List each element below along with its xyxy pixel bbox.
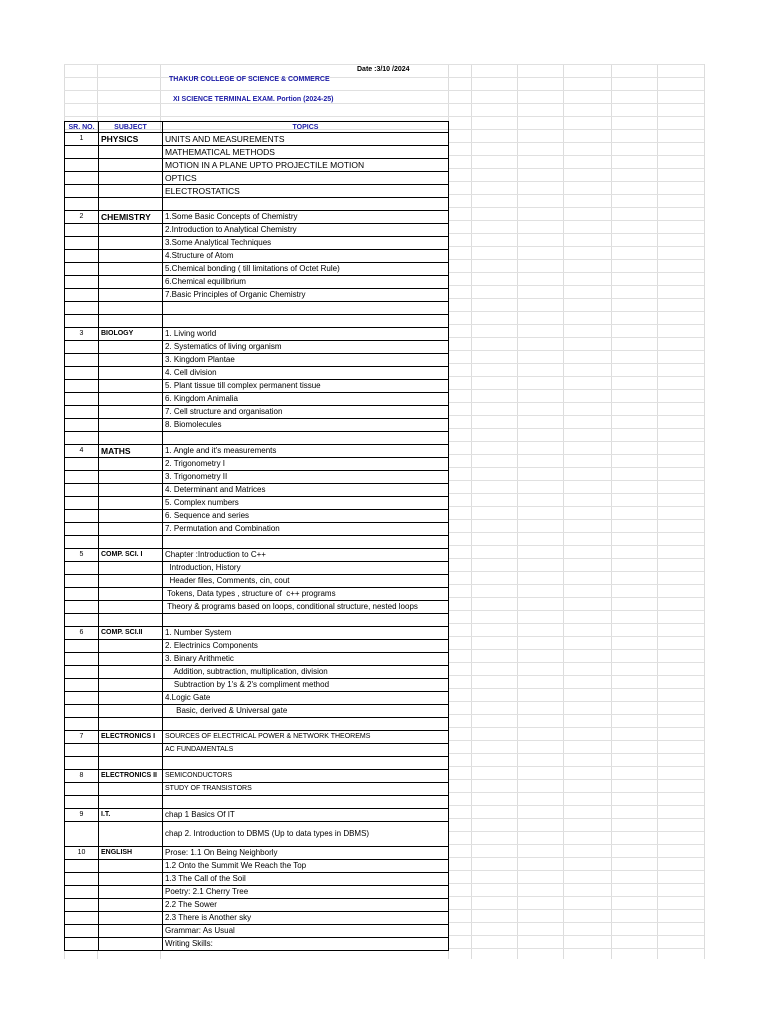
topic-cell: 8. Biomolecules [163,419,449,432]
topic-cell: 5. Plant tissue till complex permanent tissue [163,380,449,393]
table-row [65,640,449,653]
table-row [65,393,449,406]
table-row [65,705,449,718]
subject-cell: ELECTRONICS I [99,731,163,744]
sr-no-cell [65,406,99,419]
table-row [65,367,449,380]
sr-no-cell [65,471,99,484]
subject-cell [99,653,163,666]
subject-cell: CHEMISTRY [99,211,163,224]
subject-cell: ELECTRONICS II [99,770,163,783]
subject-cell [99,341,163,354]
table-row [65,666,449,679]
topic-cell: 3. Trigonometry II [163,471,449,484]
topic-cell: 4. Cell division [163,367,449,380]
subject-cell [99,276,163,289]
sr-no-cell [65,146,99,159]
subject-cell [99,873,163,886]
subject-cell [99,925,163,938]
subject-cell: PHYSICS [99,133,163,146]
table-row [65,847,449,860]
table-row [65,224,449,237]
subject-cell: MATHS [99,445,163,458]
subject-cell: ENGLISH [99,847,163,860]
table-row [65,432,449,445]
table-row [65,912,449,925]
table-row [65,692,449,705]
sr-no-cell [65,497,99,510]
grid-row-line [64,90,704,91]
topic-cell [163,718,449,731]
subject-cell: BIOLOGY [99,328,163,341]
grid-row-line [64,116,704,117]
topic-cell [163,432,449,445]
portion-table [64,121,449,951]
subject-cell [99,380,163,393]
sr-no-cell [65,938,99,951]
table-row [65,354,449,367]
table-row [65,133,449,146]
table-row [65,211,449,224]
sr-no-cell [65,822,99,847]
sr-no-cell [65,484,99,497]
sr-no-cell [65,224,99,237]
subject-cell [99,458,163,471]
subject-cell [99,938,163,951]
subject-cell [99,302,163,315]
subject-cell: COMP. SCI.II [99,627,163,640]
subject-cell [99,354,163,367]
topic-cell [163,796,449,809]
sr-no-cell: 1 [65,133,99,146]
sr-no-cell [65,640,99,653]
topic-cell: 7. Cell structure and organisation [163,406,449,419]
table-row [65,536,449,549]
table-row [65,783,449,796]
topic-cell: 2.3 There is Another sky [163,912,449,925]
sr-no-cell [65,523,99,536]
topic-cell: SEMICONDUCTORS [163,770,449,783]
table-row [65,471,449,484]
sr-no-cell [65,393,99,406]
sr-no-cell [65,198,99,211]
topic-cell: 2.2 The Sower [163,899,449,912]
sr-no-cell: 9 [65,809,99,822]
subject-cell: COMP. SCI. I [99,549,163,562]
col-sr-header: SR. NO. [65,122,99,133]
table-row [65,886,449,899]
topic-cell: 7.Basic Principles of Organic Chemistry [163,289,449,302]
date-label: Date :3/10 /2024 [357,66,410,73]
sr-no-cell [65,757,99,770]
table-row [65,198,449,211]
topic-cell: 2.Introduction to Analytical Chemistry [163,224,449,237]
table-row [65,938,449,951]
table-row [65,562,449,575]
table-row [65,925,449,938]
topic-cell [163,757,449,770]
topic-cell: chap 1 Basics Of IT [163,809,449,822]
table-row [65,146,449,159]
topic-cell: 2. Systematics of living organism [163,341,449,354]
sr-no-cell: 2 [65,211,99,224]
table-row [65,614,449,627]
topic-cell: Poetry: 2.1 Cherry Tree [163,886,449,899]
table-row [65,549,449,562]
topic-cell [163,536,449,549]
subject-cell [99,575,163,588]
subject-cell [99,822,163,847]
topic-cell: 6. Kingdom Animalia [163,393,449,406]
sr-no-cell: 6 [65,627,99,640]
topic-cell: chap 2. Introduction to DBMS (Up to data types in DBMS) [163,822,449,847]
table-row [65,419,449,432]
topic-cell: MOTION IN A PLANE UPTO PROJECTILE MOTION [163,159,449,172]
table-row [65,185,449,198]
topic-cell: Grammar: As Usual [163,925,449,938]
table-row [65,497,449,510]
table-row [65,601,449,614]
sr-no-cell [65,536,99,549]
sr-no-cell [65,380,99,393]
topic-cell: MATHEMATICAL METHODS [163,146,449,159]
topic-cell: Header files, Comments, cin, cout [163,575,449,588]
table-row [65,796,449,809]
topic-cell: 3. Binary Arithmetic [163,653,449,666]
subject-cell [99,471,163,484]
topic-cell: Subtraction by 1's & 2's compliment method [163,679,449,692]
table-row [65,575,449,588]
table-row [65,873,449,886]
grid-column-line [471,64,472,959]
subject-cell [99,159,163,172]
subject-cell [99,886,163,899]
grid-column-line [563,64,564,959]
subject-cell [99,899,163,912]
sr-no-cell [65,653,99,666]
table-row [65,172,449,185]
sr-no-cell [65,718,99,731]
subject-cell [99,523,163,536]
subject-cell [99,783,163,796]
grid-column-line [657,64,658,959]
topic-cell [163,315,449,328]
subject-cell [99,510,163,523]
table-row [65,237,449,250]
topic-cell: UNITS AND MEASUREMENTS [163,133,449,146]
subject-cell [99,666,163,679]
topic-cell: 4. Determinant and Matrices [163,484,449,497]
subject-cell [99,601,163,614]
table-row [65,302,449,315]
subject-cell [99,484,163,497]
sr-no-cell [65,289,99,302]
topic-cell: 1. Number System [163,627,449,640]
subject-cell [99,692,163,705]
subject-cell [99,432,163,445]
table-row [65,757,449,770]
sr-no-cell [65,705,99,718]
topic-cell: 4.Structure of Atom [163,250,449,263]
subject-cell [99,757,163,770]
sr-no-cell [65,419,99,432]
topic-cell: 5.Chemical bonding ( till limitations of Octet Rule) [163,263,449,276]
sr-no-cell [65,614,99,627]
sr-no-cell [65,354,99,367]
sr-no-cell [65,601,99,614]
topic-cell: Theory & programs based on loops, conditional structure, nested loops [163,601,449,614]
subject-cell [99,289,163,302]
grid-row-line [64,64,704,65]
table-row [65,510,449,523]
sr-no-cell [65,276,99,289]
sr-no-cell [65,432,99,445]
topic-cell: OPTICS [163,172,449,185]
table-row [65,341,449,354]
topic-cell: SOURCES OF ELECTRICAL POWER & NETWORK THEOREMS [163,731,449,744]
table-row [65,731,449,744]
sr-no-cell [65,159,99,172]
topic-cell: Chapter :Introduction to C++ [163,549,449,562]
subject-cell [99,393,163,406]
subject-cell [99,705,163,718]
col-topics-header: TOPICS [163,122,449,133]
sr-no-cell [65,796,99,809]
sr-no-cell [65,562,99,575]
sr-no-cell: 5 [65,549,99,562]
table-row [65,899,449,912]
table-row [65,263,449,276]
topic-cell: 7. Permutation and Combination [163,523,449,536]
subject-cell [99,419,163,432]
table-row [65,653,449,666]
topic-cell: 6.Chemical equilibrium [163,276,449,289]
grid-column-line [704,64,705,959]
subject-cell [99,315,163,328]
subject-cell [99,224,163,237]
topic-cell: STUDY OF TRANSISTORS [163,783,449,796]
grid-row-line [64,77,704,78]
table-row [65,860,449,873]
table-row [65,380,449,393]
sr-no-cell [65,250,99,263]
topic-cell: 1.3 The Call of the Soil [163,873,449,886]
sr-no-cell [65,666,99,679]
subject-cell [99,146,163,159]
sr-no-cell [65,367,99,380]
sr-no-cell: 10 [65,847,99,860]
table-row [65,276,449,289]
sr-no-cell [65,458,99,471]
exam-title: XI SCIENCE TERMINAL EXAM. Portion (2024-25) [173,96,334,103]
subject-cell [99,614,163,627]
table-row [65,809,449,822]
table-row [65,718,449,731]
subject-cell [99,250,163,263]
topic-cell: Prose: 1.1 On Being Neighborly [163,847,449,860]
grid-row-line [64,103,704,104]
sr-no-cell: 7 [65,731,99,744]
table-row [65,679,449,692]
sr-no-cell [65,263,99,276]
sr-no-cell [65,912,99,925]
sr-no-cell [65,783,99,796]
sr-no-cell [65,886,99,899]
topic-cell: 4.Logic Gate [163,692,449,705]
subject-cell [99,562,163,575]
topic-cell: 1. Angle and it's measurements [163,445,449,458]
table-header-row [65,122,449,133]
sr-no-cell [65,925,99,938]
subject-cell [99,588,163,601]
sr-no-cell [65,873,99,886]
subject-cell: I.T. [99,809,163,822]
topic-cell: 2. Electrinics Components [163,640,449,653]
topic-cell [163,302,449,315]
topic-cell: 1. Living world [163,328,449,341]
college-title: THAKUR COLLEGE OF SCIENCE & COMMERCE [169,76,330,83]
topic-cell: Introduction, History [163,562,449,575]
topic-cell: ELECTROSTATICS [163,185,449,198]
sr-no-cell [65,692,99,705]
table-row [65,523,449,536]
table-row [65,250,449,263]
topic-cell: 1.2 Onto the Summit We Reach the Top [163,860,449,873]
table-row [65,289,449,302]
subject-cell [99,744,163,757]
table-row [65,445,449,458]
sr-no-cell [65,679,99,692]
sr-no-cell [65,237,99,250]
table-row [65,159,449,172]
topic-cell: 1.Some Basic Concepts of Chemistry [163,211,449,224]
topic-cell [163,614,449,627]
subject-cell [99,263,163,276]
sr-no-cell [65,172,99,185]
grid-column-line [517,64,518,959]
sr-no-cell [65,510,99,523]
topic-cell: 2. Trigonometry I [163,458,449,471]
subject-cell [99,198,163,211]
sr-no-cell [65,860,99,873]
topic-cell: 3.Some Analytical Techniques [163,237,449,250]
table-row [65,770,449,783]
subject-cell [99,497,163,510]
subject-cell [99,172,163,185]
topic-cell [163,198,449,211]
grid-column-line [611,64,612,959]
topic-cell: Addition, subtraction, multiplication, division [163,666,449,679]
sr-no-cell [65,899,99,912]
sr-no-cell [65,744,99,757]
sr-no-cell: 4 [65,445,99,458]
subject-cell [99,237,163,250]
subject-cell [99,367,163,380]
subject-cell [99,536,163,549]
sr-no-cell: 8 [65,770,99,783]
topic-cell: 3. Kingdom Plantae [163,354,449,367]
sr-no-cell: 3 [65,328,99,341]
table-row [65,744,449,757]
topic-cell: Writing Skills: [163,938,449,951]
table-row [65,588,449,601]
subject-cell [99,718,163,731]
table-row [65,328,449,341]
subject-cell [99,860,163,873]
sr-no-cell [65,302,99,315]
table-row [65,406,449,419]
table-row [65,484,449,497]
topic-cell: 5. Complex numbers [163,497,449,510]
subject-cell [99,796,163,809]
table-row [65,627,449,640]
subject-cell [99,912,163,925]
subject-cell [99,640,163,653]
sr-no-cell [65,575,99,588]
table-row [65,315,449,328]
sr-no-cell [65,315,99,328]
col-subject-header: SUBJECT [99,122,163,133]
subject-cell [99,679,163,692]
subject-cell [99,406,163,419]
topic-cell: Basic, derived & Universal gate [163,705,449,718]
table-row [65,822,449,847]
topic-cell: 6. Sequence and series [163,510,449,523]
subject-cell [99,185,163,198]
sr-no-cell [65,185,99,198]
topic-cell: AC FUNDAMENTALS [163,744,449,757]
topic-cell: Tokens, Data types , structure of c++ programs [163,588,449,601]
sr-no-cell [65,588,99,601]
table-row [65,458,449,471]
sr-no-cell [65,341,99,354]
